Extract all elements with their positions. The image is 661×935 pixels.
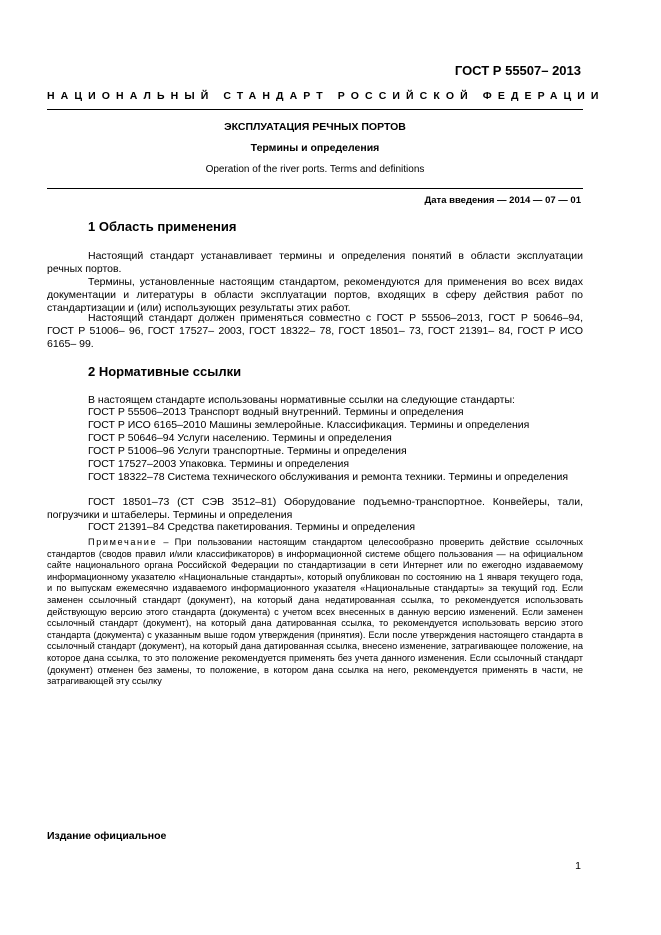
gost-code: ГОСТ Р 55507– 2013 bbox=[454, 63, 581, 78]
section-1-heading: 1 Область применения bbox=[88, 219, 237, 234]
section-1-paragraph: Настоящий стандарт должен применяться совместно с ГОСТ Р 55506–2013, ГОСТ Р 50646–94, ГОСТ Р 51006– 96, ГОСТ 17527– 2003, ГОСТ 18322– 78, ГОСТ 18501– 73, ГОСТ 21391– 84, ГОСТ Р ИСО 6165– 99. bbox=[47, 312, 583, 351]
reference-item: ГОСТ Р 51006–96 Услуги транспортные. Термины и определения bbox=[88, 445, 407, 457]
document-subtitle: Термины и определения bbox=[250, 142, 380, 154]
section-2-heading: 2 Нормативные ссылки bbox=[88, 364, 242, 379]
reference-item: ГОСТ Р 50646–94 Услуги населению. Термины и определения bbox=[88, 432, 392, 444]
references-intro: В настоящем стандарте использованы нормативные ссылки на следующие стандарты: bbox=[88, 394, 515, 406]
note-label: Примечание bbox=[88, 537, 158, 547]
reference-item: ГОСТ 18501–73 (СТ СЭВ 3512–81) Оборудование подъемно-транспортное. Конвейеры, тали, погрузчики и штабелеры. Термины и определения bbox=[47, 496, 583, 522]
references-note bbox=[47, 537, 583, 688]
document-title-english: Operation of the river ports. Terms and definitions bbox=[205, 164, 425, 175]
national-standard-banner: НАЦИОНАЛЬНЫЙ СТАНДАРТ РОССИЙСКОЙ ФЕДЕРАЦИИ bbox=[47, 90, 605, 102]
reference-item: ГОСТ 18322–78 Система технического обслуживания и ремонта техники. Термины и определения bbox=[88, 471, 569, 483]
reference-item: ГОСТ 17527–2003 Упаковка. Термины и определения bbox=[88, 458, 350, 470]
section-1-paragraph: Термины, установленные настоящим стандартом, рекомендуются для применения во всех видах документации и литературы в области эксплуатации портов, входящих в сферу действия работ по стандартизации и (или) использующих результаты этих работ. bbox=[47, 276, 583, 315]
header-divider bbox=[47, 109, 583, 110]
introduction-date: Дата введения — 2014 — 07 — 01 bbox=[424, 195, 581, 206]
official-edition-label: Издание официальное bbox=[47, 830, 167, 842]
reference-item: ГОСТ Р 55506–2013 Транспорт водный внутренний. Термины и определения bbox=[88, 406, 464, 418]
section-1-paragraph: Настоящий стандарт устанавливает термины и определения понятий в области эксплуатации речных портов. bbox=[47, 250, 583, 276]
title-divider bbox=[47, 188, 583, 189]
reference-item: ГОСТ Р ИСО 6165–2010 Машины землеройные. Классификация. Термины и определения bbox=[88, 419, 530, 431]
page-number: 1 bbox=[575, 860, 581, 872]
note-text: – При пользовании настоящим стандартом целесообразно проверить действие ссылочных стандартов (сводов правил и/или классификаторов) в информационной системе общего пользования — на официальном сайте национального органа Российской Федерации по стандартизации в сети Интернет или по ежегодно издаваемому информационному указателю «Национальные стандарты», который опубликован по состоянию на 1 января текущего года, и по выпускам ежемесячно издаваемого информационного указателя «Национальные стандарты» за текущий год. Если заменен ссылочный стандарт (документ), на который дана недатированная ссылка, то рекомендуется использовать действующую версию этого стандарта (документа) с учетом всех внесенных в данную версию изменений. Если заменен ссылочный стандарт (документ), на который дана датированная ссылка, то рекомендуется использовать версию этого стандарта (документа) с указанным выше годом утверждения (принятия). Если после утверждения настоящего стандарта в ссылочный стандарт (документ), на который дана датированная ссылка, внесено изменение, затрагивающее положение, на которое дана ссылка, то это положение рекомендуется применять без учета данного изменения. Если ссылочный стандарт (документ) отменен без замены, то положение, в котором дана ссылка на него, рекомендуется применять в части, не затрагивающей эту ссылку bbox=[47, 537, 583, 687]
document-title: ЭКСПЛУАТАЦИЯ РЕЧНЫХ ПОРТОВ bbox=[224, 121, 406, 133]
reference-item: ГОСТ 21391–84 Средства пакетирования. Термины и определения bbox=[88, 521, 416, 533]
